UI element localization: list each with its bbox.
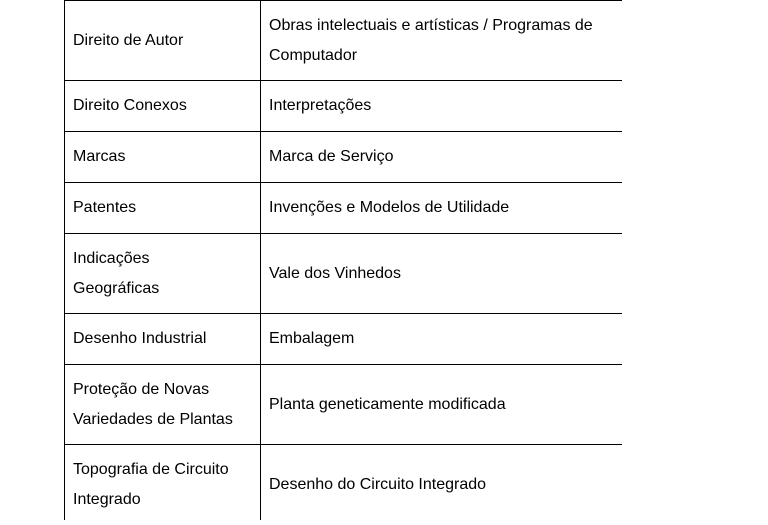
category-cell	[65, 81, 261, 132]
example-text: Embalagem	[269, 330, 355, 347]
example-text: Invenções e Modelos de Utilidade	[269, 199, 510, 216]
category-text: Desenho Industrial	[73, 330, 207, 347]
table-row	[65, 365, 623, 445]
category-text: Proteção de Novas	[73, 380, 210, 398]
table-row	[65, 132, 623, 183]
category-cell	[65, 234, 261, 314]
example-text: Vale dos Vinhedos	[269, 264, 401, 282]
table-row	[65, 445, 623, 521]
table-row	[65, 314, 623, 365]
category-cell	[65, 183, 261, 234]
example-cell	[261, 183, 623, 234]
example-cell	[261, 445, 623, 521]
example-text: Planta geneticamente modificada	[269, 395, 506, 413]
example-cell	[261, 1, 623, 81]
table-row	[65, 1, 623, 81]
category-cell	[65, 132, 261, 183]
example-cell	[261, 132, 623, 183]
table-row	[65, 81, 623, 132]
category-cell	[65, 314, 261, 365]
intellectual-property-table	[64, 0, 622, 520]
category-text: Direito de Autor	[73, 31, 184, 49]
category-text: Topografia de Circuito	[73, 460, 229, 478]
example-cell	[261, 81, 623, 132]
example-text: Obras intelectuais e artísticas / Programas de	[269, 16, 593, 34]
example-cell	[261, 234, 623, 314]
category-text: Patentes	[73, 199, 137, 216]
category-text: Geográficas	[73, 279, 160, 297]
category-text: Indicações	[73, 249, 150, 267]
table-row	[65, 183, 623, 234]
example-cell	[261, 365, 623, 445]
example-text: Computador	[269, 46, 358, 64]
example-text: Desenho do Circuito Integrado	[269, 475, 487, 493]
example-text: Interpretações	[269, 97, 372, 114]
category-cell	[65, 365, 261, 445]
category-text: Direito Conexos	[73, 97, 187, 114]
category-cell	[65, 1, 261, 81]
category-cell	[65, 445, 261, 521]
example-cell	[261, 314, 623, 365]
table-viewport	[64, 0, 622, 520]
table-row	[65, 234, 623, 314]
example-text: Marca de Serviço	[269, 148, 394, 165]
category-text: Marcas	[73, 148, 126, 165]
category-text: Variedades de Plantas	[73, 410, 233, 428]
category-text: Integrado	[73, 490, 141, 508]
